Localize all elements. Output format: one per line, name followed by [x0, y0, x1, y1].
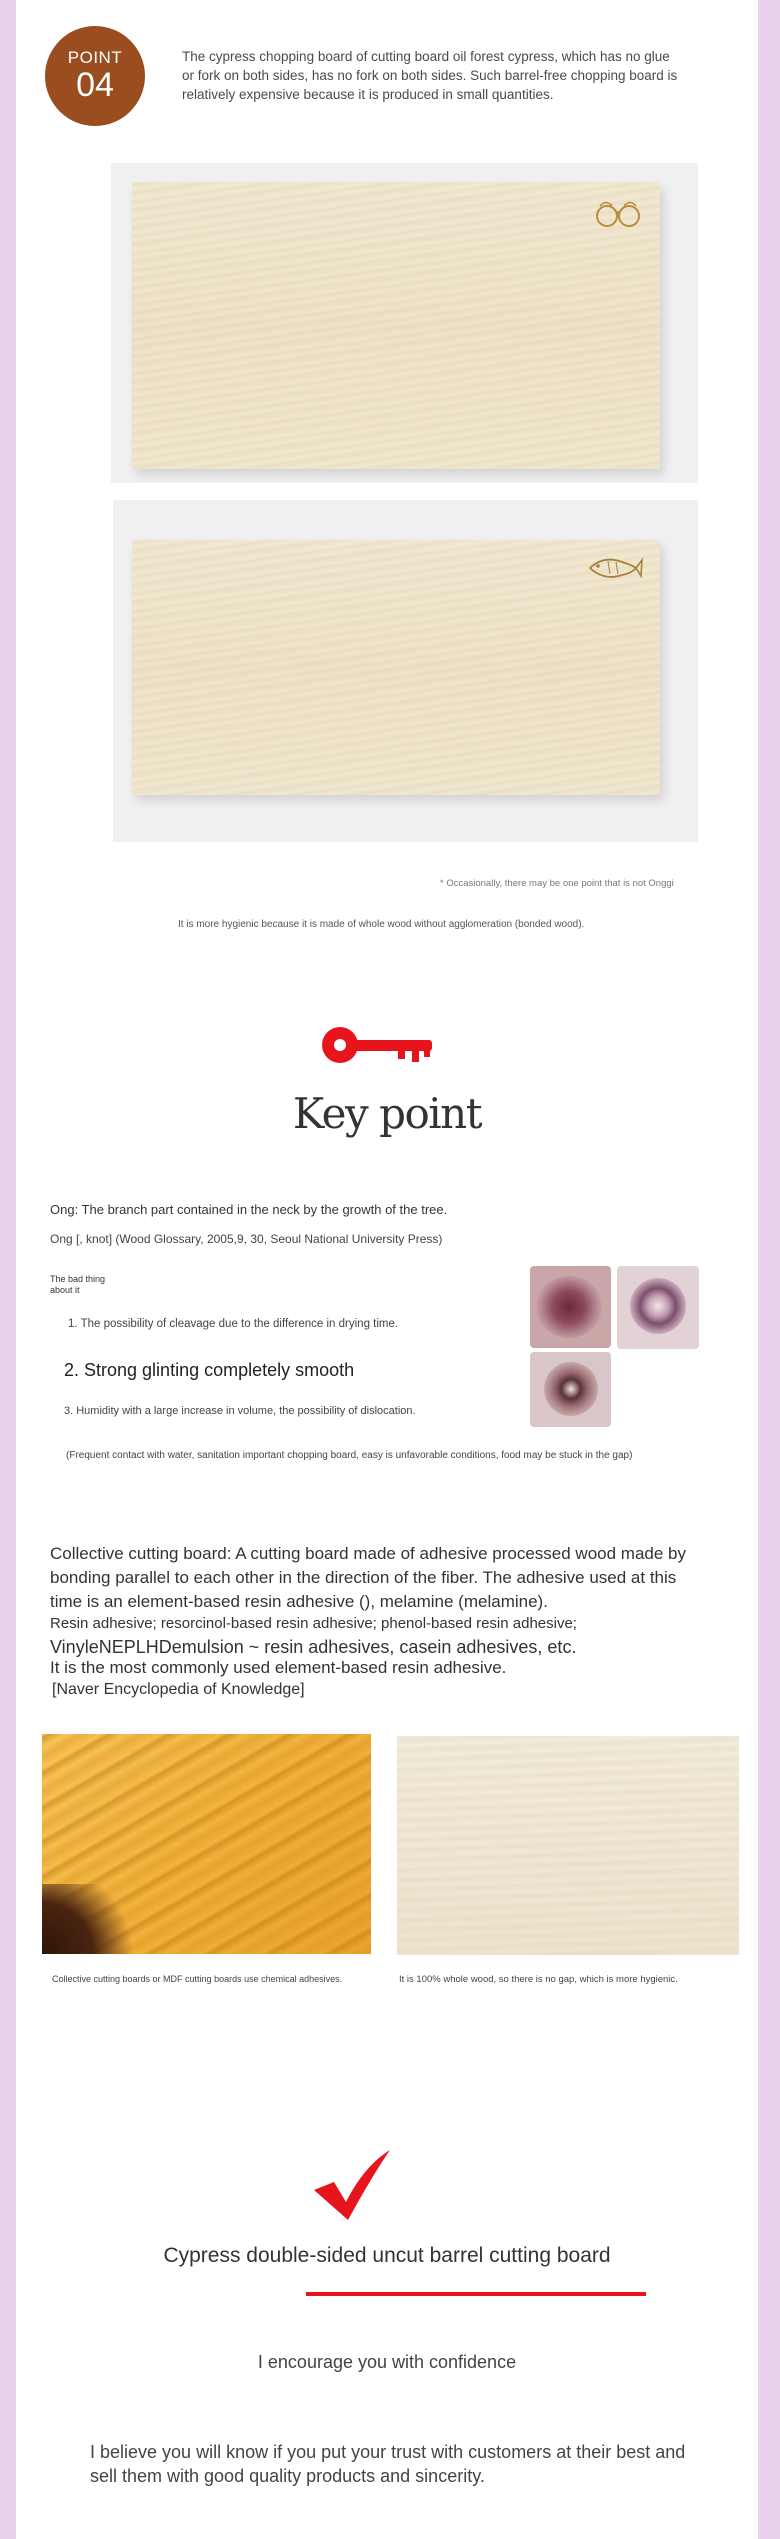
point-badge	[45, 26, 145, 126]
red-underline	[306, 2292, 646, 2296]
board-photo-1	[111, 163, 698, 483]
collective-board-photo	[42, 1734, 371, 1954]
cypress-board-1	[132, 182, 660, 469]
cypress-board-2	[132, 540, 660, 795]
key-point-title: Key point	[292, 1089, 482, 1138]
fish-icon	[586, 552, 644, 582]
trust-text: I believe you will know if you put your trust with customers at their best and sell them with good quality products and sincerity.	[90, 2442, 686, 2486]
collective-caption: Collective cutting boards or MDF cutting boards use chemical adhesives.	[52, 1974, 343, 1984]
product-detail-page	[16, 0, 758, 2539]
knot-photo-1	[530, 1266, 611, 1348]
bad-thing-label: The bad thing about it	[50, 1274, 106, 1295]
bad-point-2: 2. Strong glinting completely smooth	[64, 1360, 355, 1380]
adhesive-line-1: Resin adhesive; resorcinol-based resin adhesive; phenol-based resin adhesive;	[50, 1615, 577, 1632]
adhesive-line-2: VinyleNEPLHDemulsion ~ resin adhesives, casein adhesives, etc.	[50, 1637, 577, 1657]
ong-source: Ong [, knot] (Wood Glossary, 2005,9, 30, Seoul National University Press)	[50, 1232, 443, 1246]
onggi-note: * Occasionally, there may be one point that is not Onggi	[440, 878, 674, 889]
point-label: POINT	[67, 48, 123, 67]
confidence-text: I encourage you with confidence	[257, 2352, 517, 2372]
whole-wood-caption: It is 100% whole wood, so there is no gap, which is more hygienic.	[399, 1974, 678, 1985]
knot-photo-3	[530, 1352, 611, 1427]
key-icon	[320, 1023, 435, 1067]
intro-text: The cypress chopping board of cutting board oil forest cypress, which has no glue or fork on both sides, has no fork on both sides. Such barrel-free chopping board is relatively expensive because it is produced in small quantities.	[182, 49, 678, 102]
collective-paragraph: Collective cutting board: A cutting board made of adhesive processed wood made by bonding parallel to each other in the direction of the fiber. The adhesive used at this time is an element-based resin adhesive (), melamine (melamine).	[50, 1544, 686, 1611]
adhesive-line-3: It is the most commonly used element-based resin adhesive.	[50, 1658, 507, 1677]
bad-point-1: 1. The possibility of cleavage due to the difference in drying time.	[68, 1318, 399, 1330]
closing-headline: Cypress double-sided uncut barrel cutting board	[163, 2244, 611, 2267]
knot-photo-2	[617, 1266, 699, 1349]
hygienic-note: It is more hygienic because it is made of whole wood without agglomeration (bonded wood).	[178, 919, 585, 930]
encyclopedia-source: [Naver Encyclopedia of Knowledge]	[52, 1681, 305, 1698]
checkmark-icon	[312, 2148, 398, 2222]
collective-section	[50, 1542, 710, 1702]
whole-wood-board-photo	[397, 1736, 739, 1955]
key-footnote: (Frequent contact with water, sanitation important chopping board, easy is unfavorable conditions, food may be stuck in the gap)	[66, 1450, 633, 1461]
ong-definition: Ong: The branch part contained in the neck by the growth of the tree.	[50, 1202, 448, 1217]
glasses-icon	[592, 197, 644, 229]
bad-point-3: 3. Humidity with a large increase in volume, the possibility of dislocation.	[64, 1405, 416, 1417]
point-number: 04	[76, 66, 114, 104]
board-photo-2	[113, 500, 698, 842]
dark-wood-corner	[42, 1884, 132, 1954]
